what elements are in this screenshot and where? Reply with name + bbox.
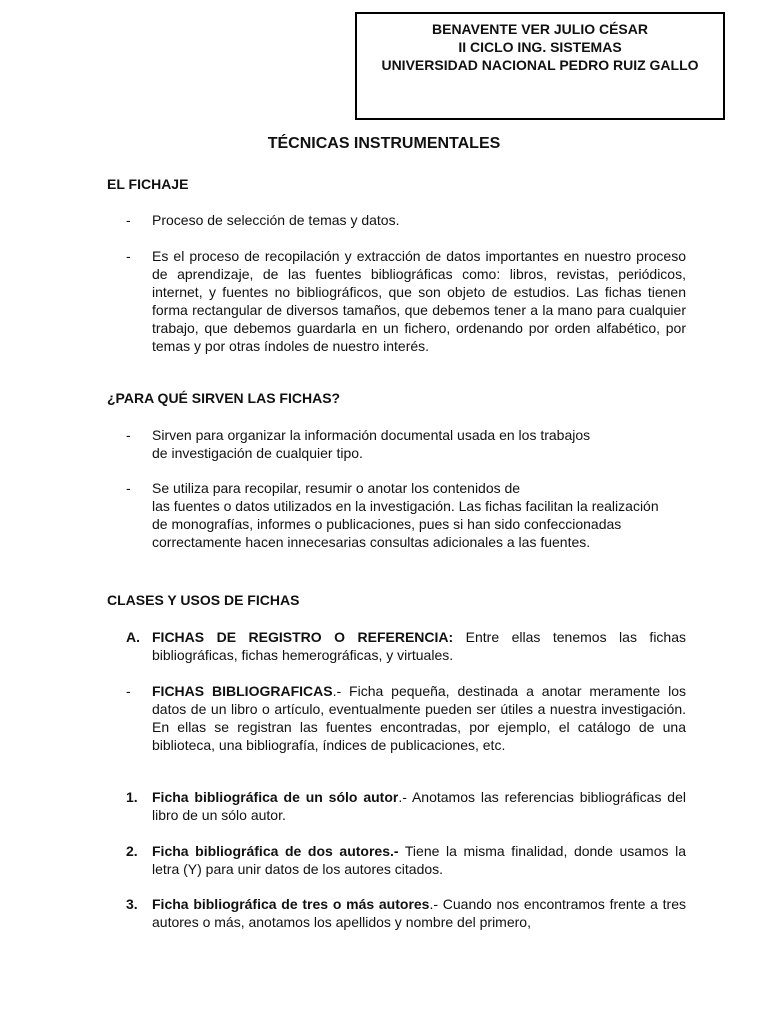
bullet-line: Sirven para organizar la información documental usada en los trabajos: [152, 427, 591, 443]
item-term: Ficha bibliográfica de dos autores.-: [152, 843, 399, 859]
bullet-text: [152, 426, 686, 462]
author-name: BENAVENTE VER JULIO CÉSAR: [432, 21, 648, 37]
fichaje-bullet-1: [126, 211, 686, 229]
fichaje-bullet-2: [126, 247, 686, 355]
item-text: [152, 628, 686, 664]
item-a-registro: [126, 628, 686, 664]
heading-sirven: ¿PARA QUÉ SIRVEN LAS FICHAS?: [107, 390, 341, 406]
document-title: TÉCNICAS INSTRUMENTALES: [267, 135, 501, 152]
item-text: [152, 682, 686, 754]
item-1-un-autor: [126, 788, 686, 824]
item-text: [152, 788, 686, 824]
item-number: 3.: [126, 896, 138, 912]
item-text: [152, 842, 686, 878]
item-number: 1.: [126, 789, 138, 805]
item-term: Ficha bibliográfica de tres o más autores: [152, 896, 430, 912]
bullet-text: Es el proceso de recopilación y extracción de datos importantes en nuestro proceso de aprendizaje, de las fuentes bibliográficas como: libros, revistas, periódicos, internet, y fuentes no bibliográficos, que son objeto de estudios. Las fichas tienen forma rectangular de diversos tamaños, que debemos tener a la mano para cualquier trabajo, que debemos guardarla en un fichero, ordenando por orden alfabético, por temas y por otras índoles de nuestro interés.: [152, 248, 686, 354]
item-number: 2.: [126, 843, 138, 859]
bullet-line: de investigación de cualquier tipo.: [152, 445, 363, 461]
item-text: [152, 895, 686, 931]
bullet-dash: -: [126, 683, 131, 699]
item-2-dos-autores: [126, 842, 686, 878]
item-desc: Entre ellas tenemos las fichas bibliográficas, fichas hemerográficas, y virtuales.: [152, 629, 687, 663]
bullet-dash: -: [126, 248, 131, 264]
bullet-line: las fuentes o datos utilizados en la investigación. Las fichas facilitan la realización de monografías, informes o publicaciones, pues si han sido confeccionadas correctamente hacen innecesarias consultas adicionales a las fuentes.: [152, 498, 659, 550]
item-term: FICHAS DE REGISTRO O REFERENCIA:: [152, 629, 454, 645]
sirven-bullet-1: [126, 426, 686, 462]
sirven-bullet-2: [126, 479, 686, 551]
item-desc: .- Anotamos las referencias bibliográficas del libro de un sólo autor.: [152, 789, 686, 823]
bullet-dash: -: [126, 427, 131, 443]
bullet-text: [152, 479, 686, 551]
bullet-text: Proceso de selección de temas y datos.: [152, 212, 400, 228]
heading-clases: CLASES Y USOS DE FICHAS: [107, 592, 300, 608]
item-term: FICHAS BIBLIOGRAFICAS: [152, 683, 333, 699]
item-desc: Tiene la misma finalidad, donde usamos la letra (Y) para unir datos de los autores citados.: [152, 843, 686, 877]
course-cycle: II CICLO ING. SISTEMAS: [458, 39, 622, 55]
author-header-box: [355, 12, 725, 120]
heading-fichaje: EL FICHAJE: [107, 176, 189, 192]
item-letter: A.: [126, 629, 140, 645]
bullet-dash: -: [126, 480, 131, 496]
bullet-line: Se utiliza para recopilar, resumir o anotar los contenidos de: [152, 480, 521, 496]
university-name: UNIVERSIDAD NACIONAL PEDRO RUIZ GALLO: [381, 57, 699, 73]
item-desc: .- Ficha pequeña, destinada a anotar meramente los datos de un libro o artículo, eventualmente pueden ser útiles a nuestra investigación. En ellas se registran las fuentes encontradas, por ejemplo, el catálogo de una biblioteca, una bibliografía, índices de publicaciones, etc.: [152, 683, 686, 753]
fichas-bibliograficas-bullet: [126, 682, 686, 754]
bullet-dash: -: [126, 212, 131, 228]
item-3-tres-autores: [126, 895, 686, 931]
item-term: Ficha bibliográfica de un sólo autor: [152, 789, 399, 805]
item-desc: .- Cuando nos encontramos frente a tres autores o más, anotamos los apellidos y nombre del primero,: [152, 896, 686, 930]
